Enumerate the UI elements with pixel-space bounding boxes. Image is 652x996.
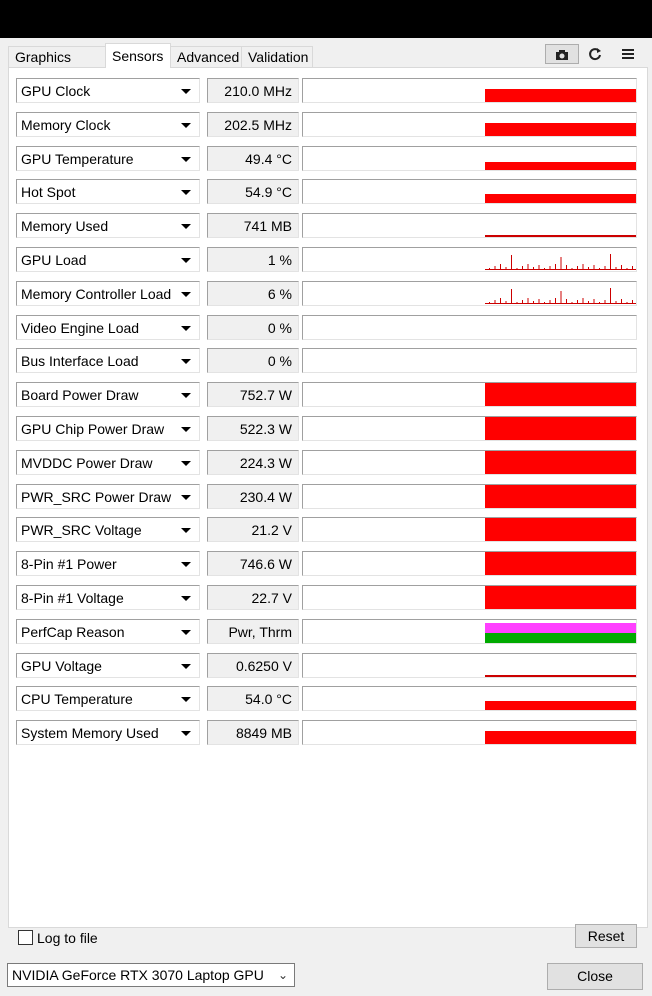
graph-bar <box>485 485 636 508</box>
graph-bar <box>485 586 636 609</box>
graph-spike <box>489 302 490 304</box>
dropdown-arrow-icon <box>181 258 191 263</box>
graph-spike <box>632 266 633 270</box>
sensor-graph <box>302 179 637 204</box>
sensor-row <box>16 382 640 408</box>
sensor-name-dropdown[interactable] <box>16 213 200 238</box>
sensor-value-text: 6 % <box>267 286 292 302</box>
perfcap-pwr-band <box>485 623 636 633</box>
dropdown-arrow-icon <box>181 495 191 500</box>
graph-spike <box>489 268 490 270</box>
dropdown-arrow-icon <box>181 596 191 601</box>
sensor-name-dropdown[interactable] <box>16 179 200 204</box>
sensor-value <box>207 281 299 306</box>
dropdown-arrow-icon <box>181 562 191 567</box>
sensor-row <box>16 517 640 543</box>
sensor-graph <box>302 653 637 678</box>
graph-spike <box>610 288 611 304</box>
sensor-graph <box>302 112 637 137</box>
sensor-value <box>207 315 299 340</box>
graph-spike <box>577 300 578 304</box>
sensor-row <box>16 686 640 712</box>
sensor-name-label: 8-Pin #1 Voltage <box>21 590 124 606</box>
graph-spike <box>599 302 600 304</box>
sensor-name-label: Memory Clock <box>21 117 111 133</box>
sensor-row <box>16 551 640 577</box>
sensor-graph <box>302 585 637 610</box>
sensor-graph <box>302 720 637 745</box>
sensor-name-label: Board Power Draw <box>21 387 139 403</box>
sensor-name-dropdown[interactable] <box>16 247 200 272</box>
dropdown-arrow-icon <box>181 89 191 94</box>
sensor-row <box>16 653 640 679</box>
sensor-graph <box>302 382 637 407</box>
dropdown-arrow-icon <box>181 157 191 162</box>
dropdown-arrow-icon <box>181 731 191 736</box>
sensor-name-dropdown[interactable] <box>16 450 200 475</box>
tab-advanced[interactable]: Advanced <box>170 46 242 67</box>
sensor-value <box>207 720 299 745</box>
sensor-graph <box>302 416 637 441</box>
sensor-value <box>207 551 299 576</box>
sensor-value <box>207 213 299 238</box>
sensor-value-text: 522.3 W <box>239 421 292 437</box>
sensor-name-dropdown[interactable] <box>16 484 200 509</box>
sensor-name-dropdown[interactable] <box>16 720 200 745</box>
graph-spike <box>544 302 545 304</box>
close-button[interactable]: Close <box>547 963 643 990</box>
sensor-name-dropdown[interactable] <box>16 281 200 306</box>
sensor-name-label: PWR_SRC Voltage <box>21 522 142 538</box>
dropdown-arrow-icon <box>181 427 191 432</box>
graph-bar <box>485 89 636 102</box>
sensor-value <box>207 146 299 171</box>
sensor-graph <box>302 281 637 306</box>
sensor-name-dropdown[interactable] <box>16 585 200 610</box>
graph-spike <box>539 265 540 270</box>
graph-spike <box>533 267 534 270</box>
graph-bar <box>485 451 636 474</box>
sensor-name-label: Hot Spot <box>21 184 76 200</box>
graph-spike <box>594 265 595 270</box>
sensor-row <box>16 720 640 746</box>
sensor-name-dropdown[interactable] <box>16 112 200 137</box>
graph-spike <box>533 301 534 304</box>
graph-spike <box>588 301 589 304</box>
sensor-value-text: 746.6 W <box>239 556 292 572</box>
sensor-row <box>16 112 640 138</box>
sensor-row <box>16 213 640 239</box>
sensor-name-dropdown[interactable] <box>16 551 200 576</box>
sensor-name-dropdown[interactable] <box>16 619 200 644</box>
sensor-name-dropdown[interactable] <box>16 517 200 542</box>
dropdown-arrow-icon <box>181 224 191 229</box>
graph-spike <box>561 291 562 304</box>
sensor-graph <box>302 484 637 509</box>
sensor-value-text: 1 % <box>267 252 292 268</box>
sensor-row <box>16 281 640 307</box>
sensor-graph <box>302 551 637 576</box>
graph-spike <box>621 265 622 270</box>
sensor-value <box>207 78 299 103</box>
graph-spike <box>522 300 523 304</box>
sensor-value-text: Pwr, Thrm <box>228 624 292 640</box>
graph-bar <box>485 518 636 541</box>
graph-spike <box>599 268 600 270</box>
sensor-value-text: 49.4 °C <box>245 151 292 167</box>
graph-spike <box>500 298 501 304</box>
sensor-name-label: GPU Clock <box>21 83 91 99</box>
graph-spike <box>555 264 556 270</box>
sensor-name-label: GPU Voltage <box>21 658 102 674</box>
dropdown-arrow-icon <box>181 292 191 297</box>
sensor-name-label: Bus Interface Load <box>21 353 139 369</box>
checkbox-box[interactable] <box>18 930 33 945</box>
dropdown-arrow-icon <box>181 190 191 195</box>
graph-spike <box>621 299 622 304</box>
sensor-value <box>207 382 299 407</box>
sensor-row <box>16 179 640 205</box>
sensor-row <box>16 619 640 645</box>
graph-spike <box>583 264 584 270</box>
graph-bar <box>485 162 636 170</box>
sensor-name-label: Memory Used <box>21 218 109 234</box>
chevron-down-icon: ⌄ <box>277 968 288 982</box>
sensor-value <box>207 484 299 509</box>
sensor-row <box>16 450 640 476</box>
sensor-name-dropdown[interactable] <box>16 146 200 171</box>
sensor-name-label: System Memory Used <box>21 725 159 741</box>
sensor-graph <box>302 78 637 103</box>
gpu-z-window <box>0 38 652 996</box>
sensor-name-label: PWR_SRC Power Draw <box>21 489 172 505</box>
sensor-name-dropdown[interactable] <box>16 416 200 441</box>
sensor-value <box>207 686 299 711</box>
graph-spike <box>495 266 496 270</box>
sensor-value-text: 54.0 °C <box>245 691 292 707</box>
camera-icon[interactable] <box>545 44 579 64</box>
sensor-graph <box>302 315 637 340</box>
graph-spike <box>555 298 556 304</box>
graph-bar <box>485 731 636 744</box>
sensor-name-dropdown[interactable] <box>16 382 200 407</box>
graph-spike <box>572 302 573 304</box>
sensor-row <box>16 416 640 442</box>
tab-graphics-card[interactable]: Graphics <box>8 46 106 67</box>
graph-spike <box>572 268 573 270</box>
sensor-name-dropdown[interactable] <box>16 686 200 711</box>
sensor-value <box>207 247 299 272</box>
tab-validation[interactable]: Validation <box>241 46 313 67</box>
sensor-row <box>16 484 640 510</box>
dropdown-arrow-icon <box>181 393 191 398</box>
reset-button[interactable]: Reset <box>575 924 637 948</box>
sensor-value <box>207 112 299 137</box>
graph-spike <box>539 299 540 304</box>
sensor-graph <box>302 348 637 373</box>
sensor-value-text: 0.6250 V <box>235 658 292 674</box>
sensor-row <box>16 585 640 611</box>
graph-spike <box>550 300 551 304</box>
graph-spike <box>610 254 611 270</box>
tab-sensors[interactable]: Sensors <box>105 43 171 68</box>
sensor-value-text: 741 MB <box>243 218 292 234</box>
graph-line <box>485 675 636 677</box>
graph-spike <box>517 302 518 304</box>
sensor-value <box>207 585 299 610</box>
dropdown-arrow-icon <box>181 664 191 669</box>
graph-spike <box>566 299 567 304</box>
graph-spike <box>506 301 507 304</box>
graph-spike <box>511 255 512 270</box>
sensor-value-text: 210.0 MHz <box>224 83 292 99</box>
sensor-value-text: 8849 MB <box>235 725 292 741</box>
sensor-name-dropdown[interactable] <box>16 653 200 678</box>
sensor-row <box>16 146 640 172</box>
dropdown-arrow-icon <box>181 461 191 466</box>
graph-spike <box>627 268 628 270</box>
graph-spike <box>550 266 551 270</box>
sensor-name-dropdown[interactable] <box>16 78 200 103</box>
sensor-graph <box>302 213 637 238</box>
graph-spike <box>561 257 562 270</box>
graph-bar <box>485 123 636 136</box>
graph-spike <box>517 268 518 270</box>
graph-spike <box>583 298 584 304</box>
sensor-row <box>16 247 640 273</box>
graph-spike <box>522 266 523 270</box>
refresh-icon[interactable] <box>581 42 609 64</box>
sensor-row <box>16 315 640 341</box>
sensor-value-text: 202.5 MHz <box>224 117 292 133</box>
sensor-value <box>207 179 299 204</box>
sensor-graph <box>302 247 637 272</box>
graph-bar <box>485 701 636 710</box>
sensor-value <box>207 348 299 373</box>
sensor-name-dropdown[interactable] <box>16 315 200 340</box>
graph-bar <box>485 383 636 406</box>
graph-spike <box>511 289 512 304</box>
sensor-value <box>207 450 299 475</box>
graph-spike <box>528 298 529 304</box>
sensor-value <box>207 416 299 441</box>
graph-spike <box>627 302 628 304</box>
sensor-value-text: 752.7 W <box>239 387 292 403</box>
graph-spike <box>528 264 529 270</box>
sensor-value-text: 224.3 W <box>239 455 292 471</box>
dropdown-arrow-icon <box>181 697 191 702</box>
sensor-value-text: 21.2 V <box>251 522 292 538</box>
graph-bar <box>485 194 636 203</box>
graph-spike <box>506 267 507 270</box>
gpu-selector-dropdown[interactable] <box>7 963 295 987</box>
sensor-name-label: Video Engine Load <box>21 320 140 336</box>
sensor-value <box>207 653 299 678</box>
graph-spike <box>605 266 606 270</box>
sensor-row <box>16 348 640 374</box>
dropdown-arrow-icon <box>181 630 191 635</box>
graph-spike <box>594 299 595 304</box>
sensor-graph <box>302 450 637 475</box>
sensor-name-label: CPU Temperature <box>21 691 133 707</box>
sensor-name-label: GPU Temperature <box>21 151 134 167</box>
dropdown-arrow-icon <box>181 528 191 533</box>
graph-line <box>485 235 636 237</box>
sensor-value-text: 54.9 °C <box>245 184 292 200</box>
sensor-name-label: PerfCap Reason <box>21 624 125 640</box>
sensor-name-label: MVDDC Power Draw <box>21 455 153 471</box>
sensor-graph <box>302 146 637 171</box>
sensor-name-label: Memory Controller Load <box>21 286 172 302</box>
sensor-name-label: GPU Load <box>21 252 87 268</box>
graph-spike <box>544 268 545 270</box>
sensor-graph <box>302 517 637 542</box>
graph-bar <box>485 552 636 575</box>
dropdown-arrow-icon <box>181 326 191 331</box>
sensor-value-text: 230.4 W <box>239 489 292 505</box>
graph-spike <box>500 264 501 270</box>
sensor-name-label: 8-Pin #1 Power <box>21 556 117 572</box>
sensor-value <box>207 619 299 644</box>
sensor-value-text: 0 % <box>267 320 292 336</box>
log-to-file-label: Log to file <box>37 930 98 946</box>
graph-spike <box>577 266 578 270</box>
sensor-name-dropdown[interactable] <box>16 348 200 373</box>
perfcap-thrm-band <box>485 633 636 643</box>
hamburger-menu-icon[interactable] <box>614 42 642 64</box>
sensor-row <box>16 78 640 104</box>
sensor-value-text: 0 % <box>267 353 292 369</box>
gpu-selector-value: NVIDIA GeForce RTX 3070 Laptop GPU <box>12 967 264 983</box>
graph-spike <box>616 301 617 304</box>
dropdown-arrow-icon <box>181 359 191 364</box>
graph-spike <box>616 267 617 270</box>
sensor-graph <box>302 619 637 644</box>
graph-spike <box>605 300 606 304</box>
sensor-value-text: 22.7 V <box>251 590 292 606</box>
sensor-value <box>207 517 299 542</box>
graph-spike <box>566 265 567 270</box>
dropdown-arrow-icon <box>181 123 191 128</box>
graph-spike <box>588 267 589 270</box>
graph-spike <box>495 300 496 304</box>
graph-spike <box>632 300 633 304</box>
sensor-name-label: GPU Chip Power Draw <box>21 421 165 437</box>
graph-bar <box>485 417 636 440</box>
sensor-graph <box>302 686 637 711</box>
